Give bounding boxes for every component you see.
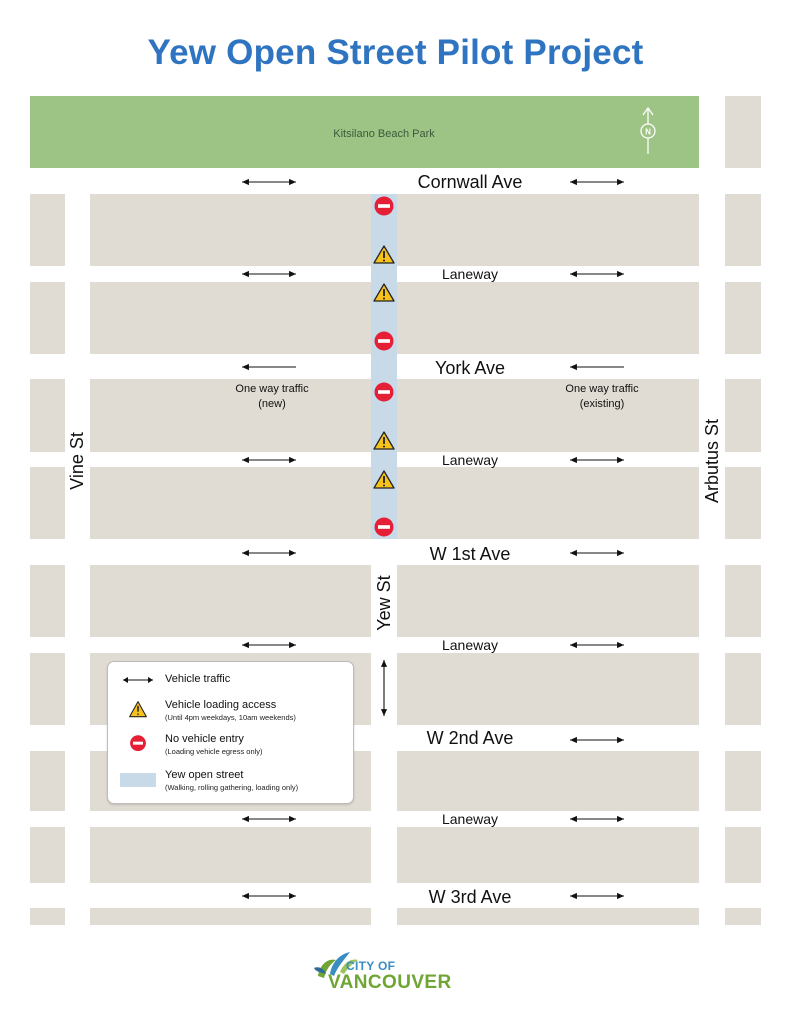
no-entry-icon	[120, 734, 156, 754]
street-label-vine: Vine St	[67, 432, 87, 490]
street-label-w2nd: W 2nd Ave	[426, 728, 514, 748]
street-label-york: York Ave	[434, 358, 506, 378]
one-way-note-right-sub: (existing)	[579, 398, 625, 410]
north-arrow-label: N	[645, 127, 651, 137]
legend-no-entry-title: No vehicle entry	[165, 733, 244, 745]
two-way-arrow-icon	[120, 670, 156, 690]
no-entry-icon	[375, 383, 394, 402]
logo-line1: CITY OF	[346, 959, 396, 973]
legend-loading-sub: (Until 4pm weekdays, 10am weekends)	[165, 713, 296, 722]
legend-open-street-title: Yew open street	[165, 769, 244, 781]
legend-open-street-sub: (Walking, rolling gathering, loading only)	[165, 783, 299, 792]
street-label-laneway: Laneway	[441, 637, 499, 653]
legend-vehicle-traffic: Vehicle traffic	[165, 673, 231, 685]
street-label-yew: Yew St	[374, 575, 394, 631]
street-label-w1st: W 1st Ave	[429, 544, 511, 564]
street-label-laneway: Laneway	[441, 266, 499, 282]
city-of-vancouver-logo	[310, 944, 450, 1004]
legend-no-entry-sub: (Loading vehicle egress only)	[165, 747, 263, 756]
one-way-note-left: One way traffic	[235, 383, 309, 395]
street-label-laneway: Laneway	[441, 811, 499, 827]
no-entry-icon	[375, 332, 394, 351]
logo-line2: VANCOUVER	[328, 972, 452, 993]
map-legend	[107, 661, 354, 804]
one-way-note-left-sub: (new)	[258, 398, 286, 410]
park-label: Kitsilano Beach Park	[333, 128, 435, 140]
street-label-cornwall: Cornwall Ave	[417, 172, 523, 192]
no-entry-icon	[375, 197, 394, 216]
warning-icon	[120, 700, 156, 720]
page-title: Yew Open Street Pilot Project	[147, 33, 644, 72]
street-label-arbutus: Arbutus St	[702, 418, 722, 504]
legend-loading-title: Vehicle loading access	[165, 699, 277, 711]
open-street-swatch	[120, 770, 156, 790]
one-way-note-right: One way traffic	[565, 383, 639, 395]
street-label-laneway: Laneway	[441, 452, 499, 468]
street-label-w3rd: W 3rd Ave	[428, 887, 512, 907]
no-entry-icon	[375, 518, 394, 537]
